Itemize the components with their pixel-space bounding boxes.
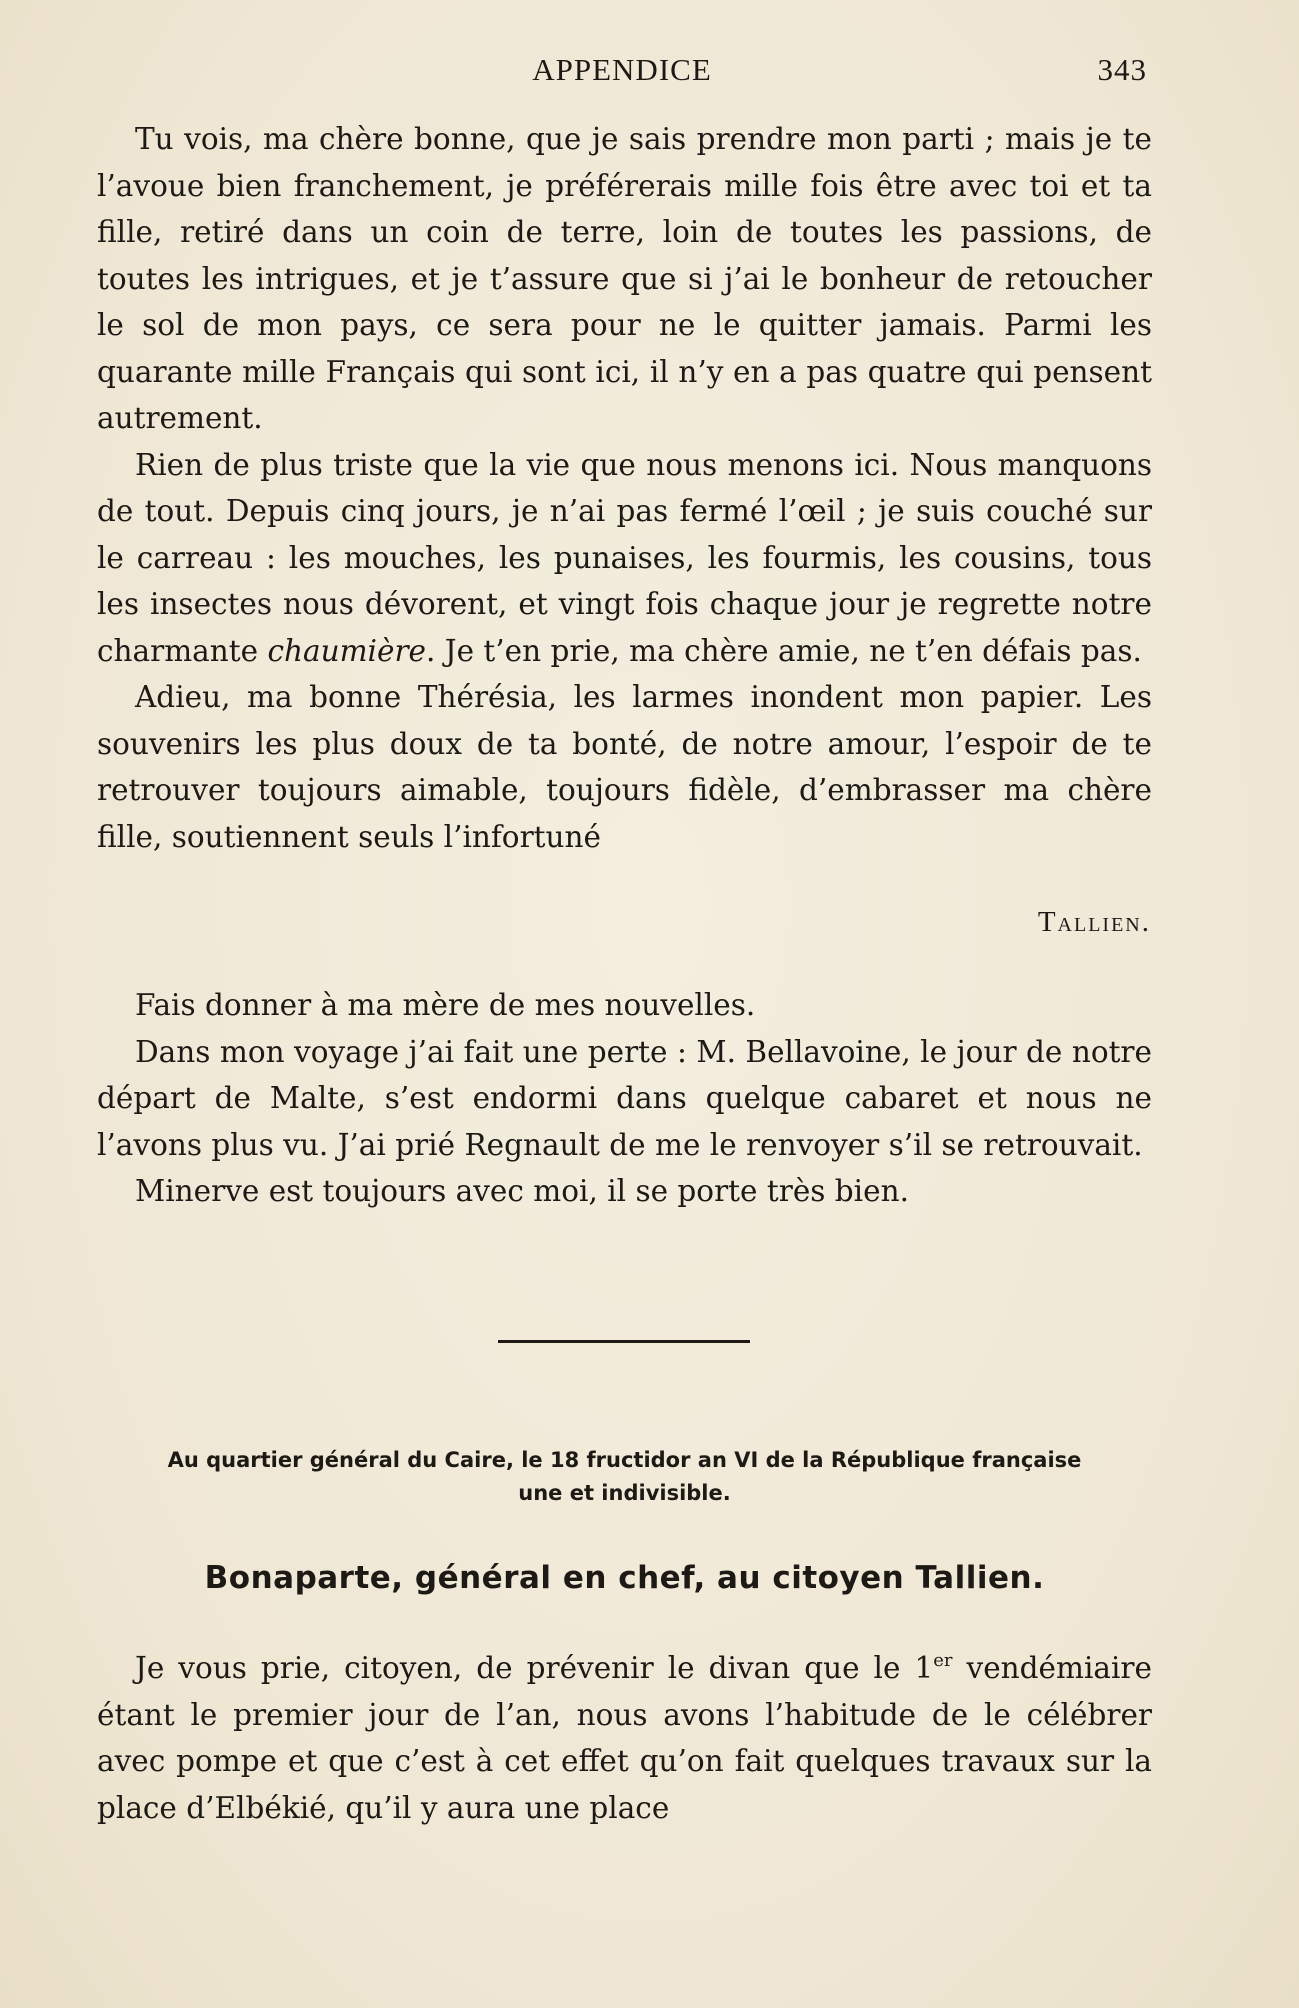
dateline-line: Au quartier général du Caire, le 18 fructidor an VI de la République française [167,1448,1082,1472]
bonaparte-letter-body [97,1645,1152,1831]
signature: Tallien. [1037,906,1151,938]
paragraph: Fais donner à ma mère de mes nouvelles. [135,988,756,1022]
paragraph-text: Je vous prie, citoyen, de prévenir le divan que le 1 [135,1651,934,1685]
paragraph-text: vendémiaire étant le premier jour de l’an, nous avons l’habitude de le célébrer avec pompe et que c’est à cet effet qu’on fait quelques travaux sur la place d’Elbékié, qu’il y aura une place [97,1651,1152,1825]
tallien-letter-body [97,116,1152,860]
dateline [97,1444,1152,1510]
letter-heading: Bonaparte, général en chef, au citoyen Tallien. [204,1560,1045,1596]
paragraph: Dans mon voyage j’ai fait une perte : M. Bellavoine, le jour de notre départ de Malte, s’est endormi dans quelque cabaret et nous ne l’avons plus vu. J’ai prié Regnault de me le renvoyer s’il se retrouvait. [97,1034,1152,1162]
paragraph-text: . Je t’en prie, ma chère amie, ne t’en défais pas. [426,633,1142,668]
paragraph: Tu vois, ma chère bonne, que je sais prendre mon parti ; mais je te l’avoue bien franchement, je préférerais mille fois être avec toi et ta fille, retiré dans un coin de terre, loin de toutes les passions, de toutes les intrigues, et je t’assure que si j’ai le bonheur de retoucher le sol de mon pays, ce sera pour ne le quitter jamais. Parmi les quarante mille Français qui sont ici, il n’y en a pas quatre qui pensent autrement. [97,122,1152,435]
superscript: er [933,1650,953,1671]
paragraph-text: Rien de plus triste que la vie que nous menons ici. Nous manquons de tout. Depuis cinq jours, je n’ai pas fermé l’œil ; je suis couché sur le carreau : les mouches, les punaises, les fourmis, les cousins, tous les insectes nous dévorent, et vingt fois chaque jour je regrette notre charmante [97,447,1152,668]
postscript [97,982,1152,1215]
italic-word: chaumière [267,633,427,668]
section-divider [498,1340,750,1343]
page-number: 343 [1097,52,1147,87]
dateline-line: une et indivisible. [518,1481,731,1505]
page-header [97,52,1147,92]
paragraph: Adieu, ma bonne Thérésia, les larmes inondent mon papier. Les souvenirs les plus doux de ta bonté, de notre amour, l’espoir de te retrouver toujours aimable, toujours fidèle, d’embrasser ma chère fille, soutiennent seuls l’infortuné [97,680,1152,854]
paragraph [97,442,1152,675]
running-title: APPENDICE [532,52,712,87]
paragraph: Minerve est toujours avec moi, il se porte très bien. [135,1174,909,1208]
paragraph [97,1645,1152,1831]
